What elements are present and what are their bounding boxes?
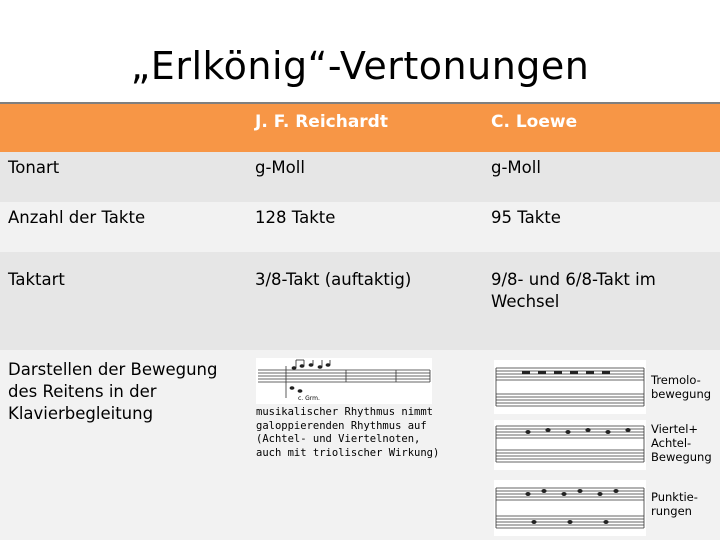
reichardt-note-line: galoppierenden Rhythmus auf (256, 419, 427, 432)
loewe-label-line: Bewegung (651, 450, 712, 464)
loewe-label-dotted (651, 490, 698, 518)
table-row (0, 202, 720, 252)
row-label: Anzahl der Takte (8, 208, 146, 227)
loewe-label-line: Punktie- (651, 490, 698, 504)
loewe-label-line: Viertel+ (651, 422, 699, 436)
reichardt-note-line: auch mit triolischer Wirkung) (256, 446, 440, 459)
header-loewe: C. Loewe (491, 112, 578, 132)
loewe-label-tremolo (651, 373, 711, 401)
loewe-value: g-Moll (491, 158, 541, 177)
loewe-value: 9/8- und 6/8-Takt im Wechsel (491, 270, 656, 311)
row-label: Darstellen der Bewegung des Reitens in der Klavierbegleitung (8, 360, 218, 423)
loewe-label-line: Tremolo- (651, 373, 701, 387)
table-row (0, 350, 720, 540)
loewe-label-line: bewegung (651, 387, 712, 401)
row-label: Taktart (8, 270, 65, 289)
loewe-label-quarter-eighth (651, 422, 712, 464)
loewe-score-tremolo-image (494, 360, 646, 414)
reichardt-score-mark: c. Grm. (298, 395, 320, 402)
reichardt-note (256, 406, 439, 460)
reichardt-value: 128 Takte (255, 208, 336, 227)
loewe-label-line: rungen (651, 504, 692, 518)
reichardt-value: g-Moll (255, 158, 305, 177)
table-header (0, 102, 720, 152)
table-row (0, 252, 720, 350)
reichardt-note-line: musikalischer Rhythmus nimmt (256, 406, 434, 418)
reichardt-value: 3/8-Takt (auftaktig) (255, 270, 412, 289)
reichardt-note-line: (Achtel- und Viertelnoten, (256, 433, 421, 445)
row-label: Tonart (8, 158, 60, 177)
loewe-score-dotted-image (494, 480, 646, 536)
table-row (0, 152, 720, 202)
header-reichardt: J. F. Reichardt (255, 112, 388, 132)
loewe-score-quarter-eighth-image (494, 420, 646, 470)
loewe-value: 95 Takte (491, 208, 561, 227)
reichardt-score-image (256, 358, 432, 404)
slide-title: „Erlkönig“-Vertonungen (130, 44, 590, 88)
loewe-label-line: Achtel- (651, 436, 692, 450)
